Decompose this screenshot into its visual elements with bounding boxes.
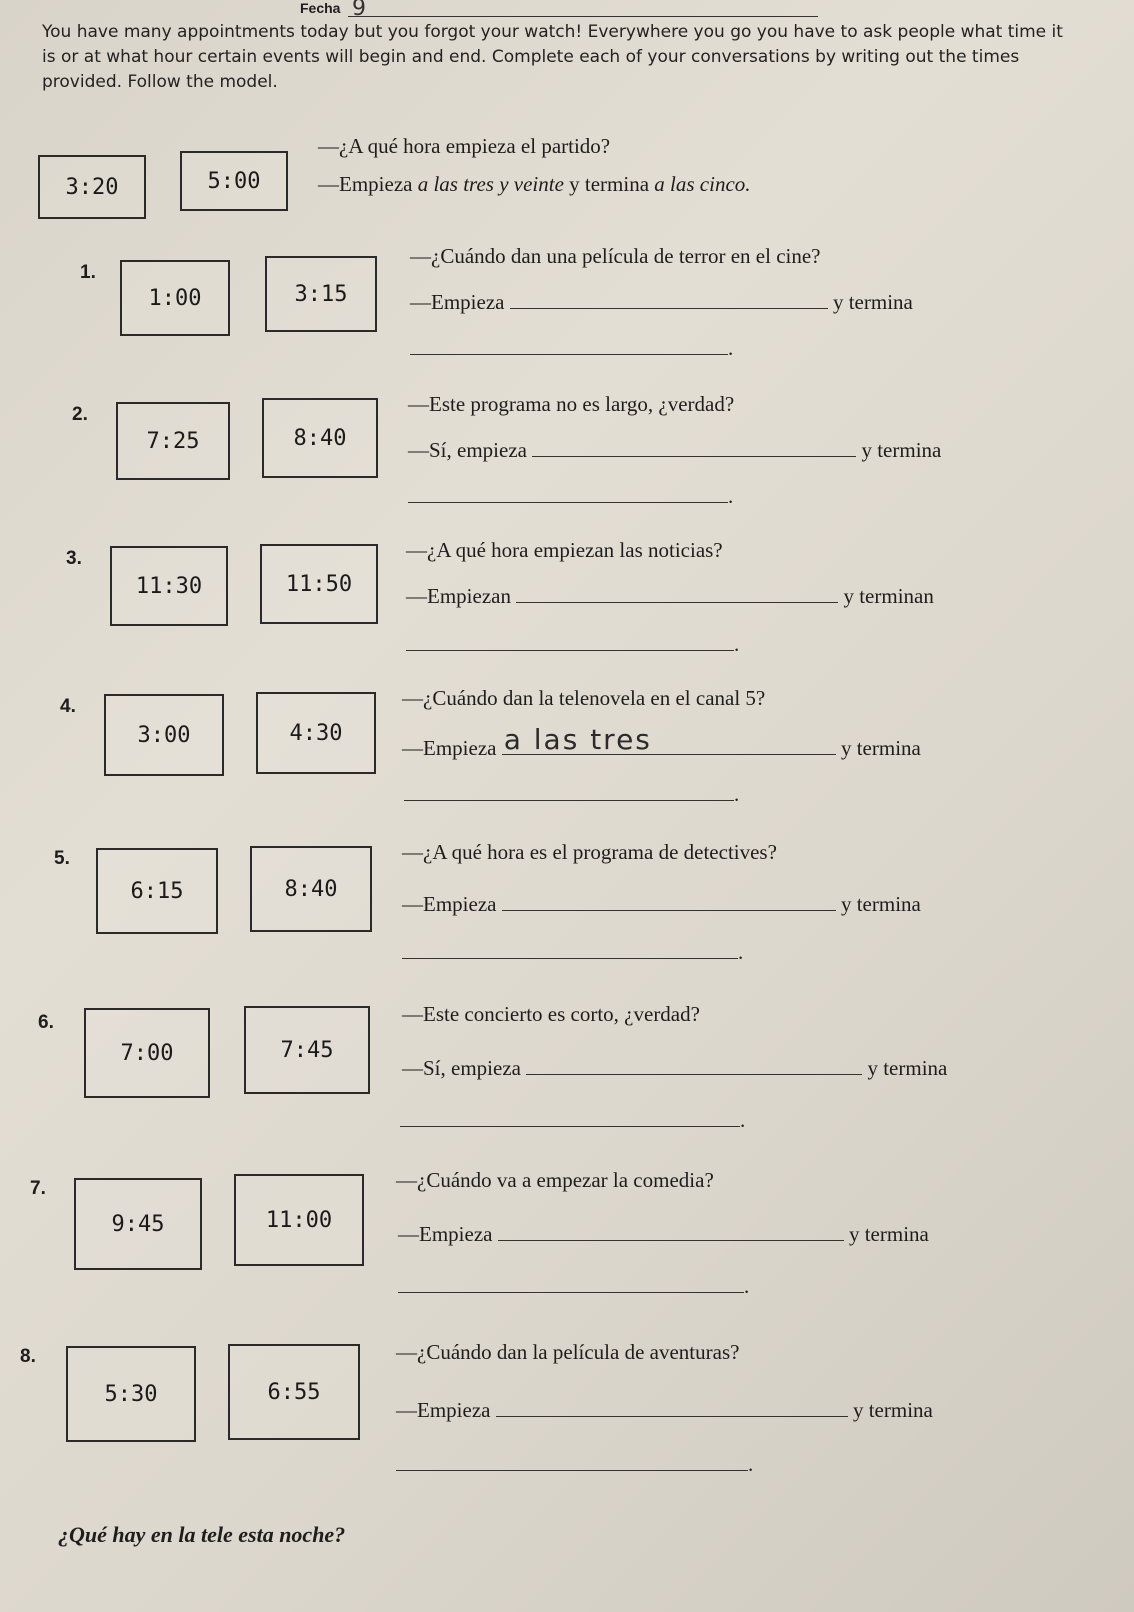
period: . xyxy=(728,484,734,508)
answer-prefix: —Empieza xyxy=(410,290,505,314)
end-answer-blank[interactable] xyxy=(396,1452,748,1471)
end-answer-blank[interactable] xyxy=(400,1108,740,1127)
period: . xyxy=(748,1452,754,1476)
item-number: 8. xyxy=(20,1346,36,1367)
period: . xyxy=(728,336,734,360)
item-question: —¿Cuándo dan la telenovela en el canal 5? xyxy=(402,686,766,710)
item-number: 6. xyxy=(38,1012,54,1033)
item-answer xyxy=(406,584,934,609)
start-answer-blank[interactable] xyxy=(502,892,836,911)
item-question: —Este concierto es corto, ¿verdad? xyxy=(402,1002,700,1026)
footer-heading: ¿Qué hay en la tele esta noche? xyxy=(58,1522,346,1547)
item-answer xyxy=(408,438,941,463)
start-time-box: 7:00 xyxy=(84,1008,210,1098)
answer-prefix: —Empieza xyxy=(398,1222,493,1246)
end-answer-blank[interactable] xyxy=(410,336,728,355)
end-time-box: 3:15 xyxy=(265,256,377,332)
fecha-handwriting: 9 xyxy=(352,0,366,21)
item-answer xyxy=(410,290,913,315)
answer-prefix: —Empieza xyxy=(402,892,497,916)
item-answer xyxy=(396,1398,933,1423)
answer-suffix: y termina xyxy=(852,1398,933,1422)
start-time-box: 7:25 xyxy=(116,402,230,480)
item-question: —¿A qué hora empiezan las noticias? xyxy=(406,538,723,562)
answer-prefix: —Empieza xyxy=(396,1398,491,1422)
end-answer-row xyxy=(408,484,733,509)
start-answer-blank[interactable] xyxy=(498,1222,844,1241)
item-answer xyxy=(402,1056,947,1081)
item-number: 3. xyxy=(66,548,82,569)
start-answer-blank[interactable] xyxy=(496,1398,848,1417)
start-time-box: 1:00 xyxy=(120,260,230,336)
end-answer-row xyxy=(398,1274,749,1299)
end-time-box: 8:40 xyxy=(262,398,378,478)
answer-prefix: —Empieza xyxy=(402,736,497,760)
start-time-box: 5:30 xyxy=(66,1346,196,1442)
end-time-box: 8:40 xyxy=(250,846,372,932)
fecha-line[interactable] xyxy=(348,16,818,17)
item-answer xyxy=(398,1222,929,1247)
end-answer-blank[interactable] xyxy=(408,484,728,503)
model-answer-mid: y termina xyxy=(563,172,655,196)
item-number: 5. xyxy=(54,848,70,869)
item-question: —¿Cuándo dan la película de aventuras? xyxy=(396,1340,740,1364)
item-number: 1. xyxy=(80,262,96,283)
end-answer-row xyxy=(406,632,739,657)
start-answer-blank[interactable] xyxy=(526,1056,862,1075)
answer-suffix: y termina xyxy=(840,892,921,916)
fecha-label: Fecha xyxy=(300,0,341,16)
end-answer-row xyxy=(396,1452,753,1477)
handwritten-answer: a las tres xyxy=(503,723,652,756)
start-answer-blank[interactable] xyxy=(532,438,856,457)
start-answer-blank[interactable] xyxy=(502,723,836,756)
item-number: 4. xyxy=(60,696,76,717)
end-answer-blank[interactable] xyxy=(404,782,734,801)
start-time-box: 6:15 xyxy=(96,848,218,934)
period: . xyxy=(738,940,744,964)
answer-prefix: —Sí, empieza xyxy=(402,1056,521,1080)
end-answer-blank[interactable] xyxy=(406,632,734,651)
start-time-box: 11:30 xyxy=(110,546,228,626)
answer-suffix: y termina xyxy=(861,438,942,462)
instructions: You have many appointments today but you forgot your watch! Everywhere you go you have to ask people what time it is or at what hour certain events will begin and end. Complete each of your conversations by writing out the times provided. Follow the model. xyxy=(42,22,1063,92)
end-answer-row xyxy=(404,782,739,807)
end-time-box: 6:55 xyxy=(228,1344,360,1440)
end-answer-row xyxy=(402,940,743,965)
model-start-time-box: 3:20 xyxy=(38,155,146,219)
answer-suffix: y terminan xyxy=(843,584,934,608)
end-answer-row xyxy=(410,336,733,361)
item-answer xyxy=(402,723,921,761)
start-time-box: 3:00 xyxy=(104,694,224,776)
model-answer-prefix: —Empieza xyxy=(318,172,418,196)
model-answer xyxy=(318,172,751,197)
item-number: 2. xyxy=(72,404,88,425)
end-answer-blank[interactable] xyxy=(398,1274,744,1293)
end-time-box: 11:00 xyxy=(234,1174,364,1266)
model-end-time-box: 5:00 xyxy=(180,151,288,211)
answer-suffix: y termina xyxy=(867,1056,948,1080)
model-answer-start: a las tres y veinte xyxy=(417,172,564,196)
answer-prefix: —Empiezan xyxy=(406,584,511,608)
item-question: —¿A qué hora es el programa de detectives? xyxy=(402,840,777,864)
end-time-box: 7:45 xyxy=(244,1006,370,1094)
start-answer-blank[interactable] xyxy=(516,584,838,603)
start-answer-blank[interactable] xyxy=(510,290,828,309)
period: . xyxy=(734,782,740,806)
answer-suffix: y termina xyxy=(848,1222,929,1246)
period: . xyxy=(740,1108,746,1132)
item-number: 7. xyxy=(30,1178,46,1199)
period: . xyxy=(744,1274,750,1298)
answer-suffix: y termina xyxy=(832,290,913,314)
item-question: —Este programa no es largo, ¿verdad? xyxy=(408,392,735,416)
item-question: —¿Cuándo dan una película de terror en el cine? xyxy=(410,244,821,268)
end-time-box: 11:50 xyxy=(260,544,378,624)
period: . xyxy=(734,632,740,656)
answer-suffix: y termina xyxy=(840,736,921,760)
end-answer-row xyxy=(400,1108,745,1133)
end-time-box: 4:30 xyxy=(256,692,376,774)
model-question: —¿A qué hora empieza el partido? xyxy=(318,134,611,158)
answer-prefix: —Sí, empieza xyxy=(408,438,527,462)
start-time-box: 9:45 xyxy=(74,1178,202,1270)
item-answer xyxy=(402,892,921,917)
item-question: —¿Cuándo va a empezar la comedia? xyxy=(396,1168,714,1192)
end-answer-blank[interactable] xyxy=(402,940,738,959)
model-answer-end: a las cinco. xyxy=(654,172,751,196)
